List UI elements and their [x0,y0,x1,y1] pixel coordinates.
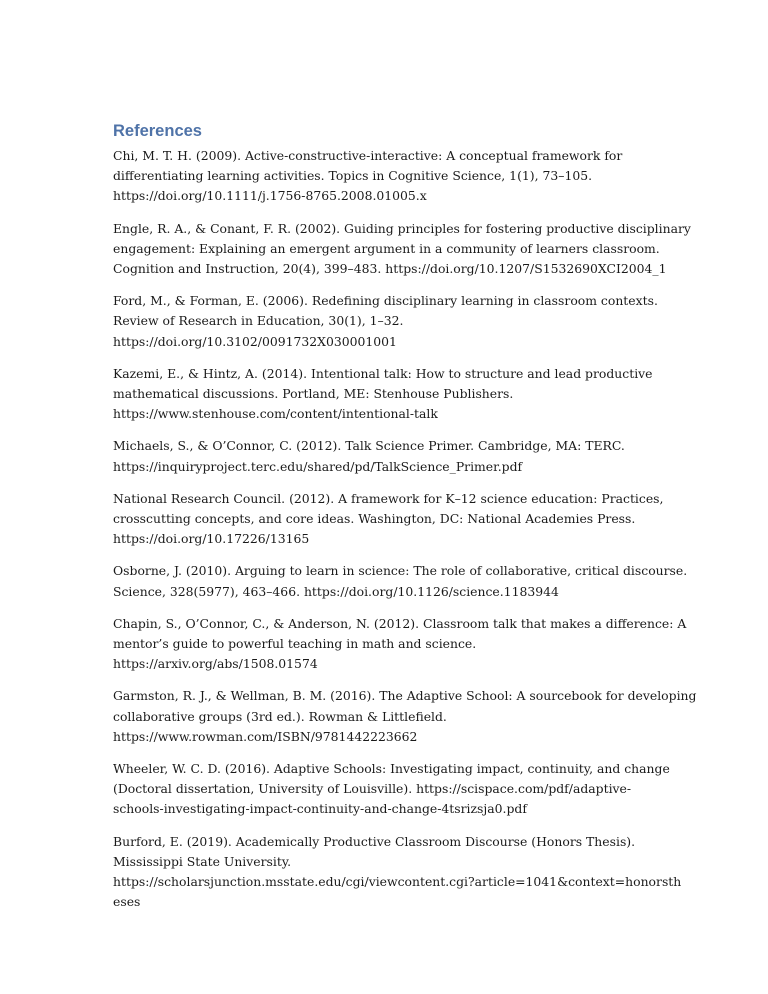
reference-entry-chapin-2012 [113,614,687,675]
reference-list [113,146,697,913]
reference-line: Kazemi, E., & Hintz, A. (2014). Intentional talk: How to structure and lead productive [113,365,653,381]
reference-entry-engle-2002 [113,219,691,280]
reference-line: mathematical discussions. Portland, ME: Stenhouse Publishers. [113,386,514,402]
reference-line: Garmston, R. J., & Wellman, B. M. (2016). The Adaptive School: A sourcebook for developing [113,688,697,704]
reference-line: Osborne, J. (2010). Arguing to learn in science: The role of collaborative, critical discourse. [113,563,688,579]
reference-line: Ford, M., & Forman, E. (2006). Redefining disciplinary learning in classroom contexts. [113,293,658,309]
reference-link[interactable]: https://arxiv.org/abs/1508.01574 [113,656,318,672]
reference-entry-wheeler-2016 [113,759,670,820]
reference-line: Burford, E. (2019). Academically Productive Classroom Discourse (Honors Thesis). [113,833,636,849]
reference-line: Mississippi State University. [113,853,292,869]
reference-link[interactable]: https://doi.org/10.3102/0091732X030001001 [113,333,397,349]
reference-entry-garmston-2016 [113,686,697,747]
reference-line-with-link[interactable]: Science, 328(5977), 463–466. https://doi.org/10.1126/science.1183944 [113,583,559,599]
reference-line: Chi, M. T. H. (2009). Active-constructive-interactive: A conceptual framework for [113,148,623,163]
reference-entry-ford-2006 [113,291,658,352]
reference-line: collaborative groups (3rd ed.). Rowman & Littlefield. [113,708,447,724]
reference-entry-nrc-2012 [113,489,664,550]
reference-line: crosscutting concepts, and core ideas. Washington, DC: National Academies Press. [113,511,636,527]
reference-entry-michaels-2012 [113,436,658,476]
reference-line: mentor’s guide to powerful teaching in math and science. [113,636,477,652]
reference-line: Michaels, S., & O’Connor, C. (2012). Talk Science Primer. Cambridge, MA: TERC. [113,438,625,454]
reference-link[interactable]: https://scholarsjunction.msstate.edu/cgi/viewcontent.cgi?article=1041&context=honorsth [113,874,682,890]
reference-entry-chi-2009 [113,146,658,207]
reference-link[interactable]: https://www.rowman.com/ISBN/9781442223662 [113,728,418,744]
reference-link[interactable]: eses [113,894,141,910]
reference-line: Engle, R. A., & Conant, F. R. (2002). Guiding principles for fostering productive disciplinary [113,220,691,236]
references-heading: References [113,122,202,140]
reference-link[interactable]: https://doi.org/10.17226/13165 [113,531,310,547]
reference-line: engagement: Explaining an emergent argument in a community of learners classroom. [113,240,660,256]
reference-link[interactable]: https://inquiryproject.terc.edu/shared/pd/TalkScience_Primer.pdf [113,458,523,474]
reference-line-with-link[interactable]: (Doctoral dissertation, University of Louisville). https://scispace.com/pdf/adaptive- [113,781,632,797]
reference-entry-burford-2019 [113,832,682,913]
document-page [113,120,697,925]
reference-entry-kazemi-2014 [113,364,658,425]
reference-line: National Research Council. (2012). A framework for K–12 science education: Practices, [113,490,664,506]
reference-line: Chapin, S., O’Connor, C., & Anderson, N. (2012). Classroom talk that makes a difference: A [113,615,687,631]
reference-link[interactable]: https://www.stenhouse.com/content/intentional-talk [113,406,438,422]
reference-line-with-link[interactable]: Cognition and Instruction, 20(4), 399–483. https://doi.org/10.1207/S1532690XCI2004_1 [113,261,667,277]
reference-line: Wheeler, W. C. D. (2016). Adaptive Schools: Investigating impact, continuity, and change [113,761,670,777]
reference-entry-osborne-2010 [113,561,688,601]
reference-link[interactable]: https://doi.org/10.1111/j.1756-8765.2008.01005.x [113,188,427,204]
reference-line: differentiating learning activities. Topics in Cognitive Science, 1(1), 73–105. [113,168,593,184]
reference-line: Review of Research in Education, 30(1), 1–32. [113,313,404,329]
reference-link[interactable]: schools-investigating-impact-continuity-and-change-4tsrizsja0.pdf [113,801,527,817]
